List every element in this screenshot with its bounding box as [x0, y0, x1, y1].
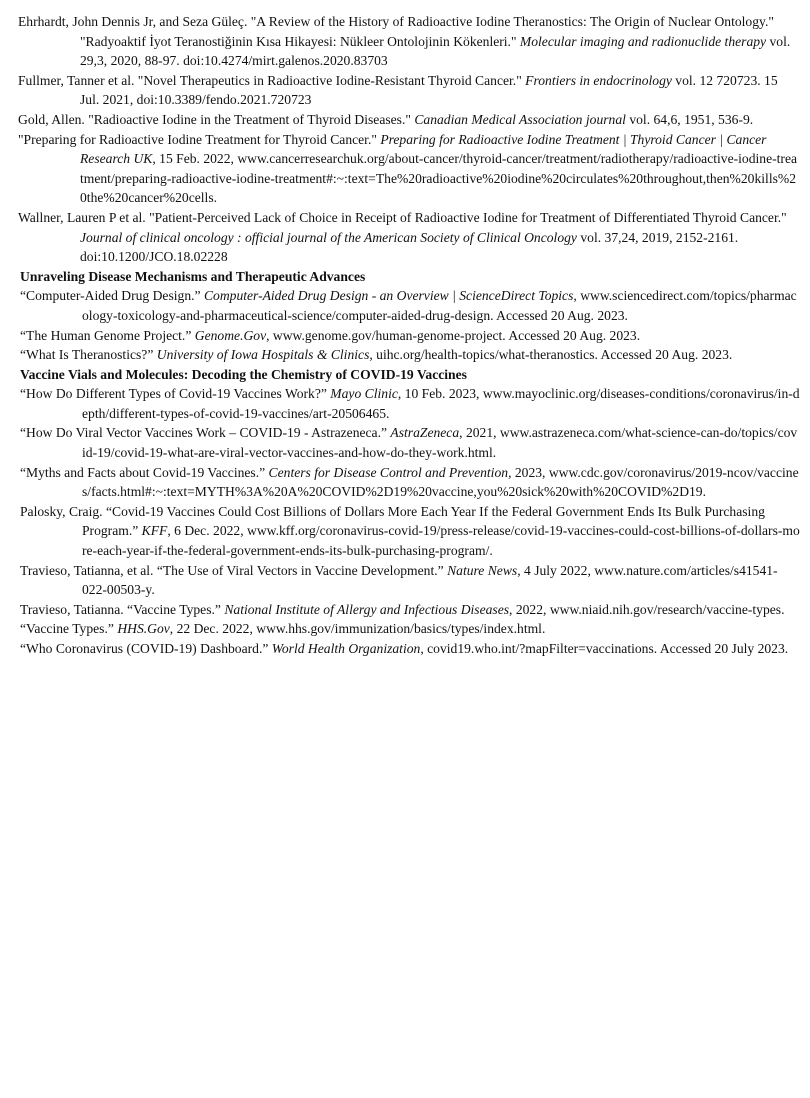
- citation-entry: [18, 502, 800, 561]
- citation-text: “The Human Genome Project.”: [20, 327, 195, 343]
- citation-source-title: HHS.Gov: [117, 621, 170, 637]
- citation-details: , 10 Feb. 2023, www.mayoclinic.org/diseases-conditions/coronavirus/in-depth/different-types-of-covid-19-vaccines/art-20506465.: [82, 386, 800, 421]
- citation-details: vol. 29,3, 2020, 88-97. doi:10.4274/mirt.galenos.2020.83703: [80, 33, 791, 69]
- citation-entry: [18, 326, 800, 346]
- citation-source-title: Canadian Medical Association journal: [414, 111, 626, 127]
- citation-text: Gold, Allen. "Radioactive Iodine in the Treatment of Thyroid Diseases.": [18, 111, 415, 127]
- citation-entry: [18, 600, 800, 620]
- citation-entry: [18, 619, 800, 639]
- citation-text: Palosky, Craig. “Covid-19 Vaccines Could Cost Billions of Dollars More Each Year If the Federal Government Ends Its Bulk Purchasing Program.”: [20, 503, 765, 539]
- citation-text: Fullmer, Tanner et al. "Novel Therapeutics in Radioactive Iodine-Resistant Thyroid Cancer.": [18, 72, 526, 88]
- citation-details: , 2021, www.astrazeneca.com/what-science-can-do/topics/covid-19/covid-19-what-are-viral-vector-vaccines-and-how-do-they-work.html.: [82, 425, 798, 461]
- citation-details: , 2023, www.cdc.gov/coronavirus/2019-ncov/vaccines/facts.html#:~:text=MYTH%3A%20A%20COVID%2D19%20vaccine,you%20sick%20with%20COVID%2D19.: [82, 464, 799, 500]
- works-cited-page: [18, 12, 800, 659]
- citation-source-title: Nature News: [447, 562, 518, 578]
- citation-source-title: National Institute of Allergy and Infectious Diseases: [224, 601, 510, 617]
- citation-source-title: Genome.Gov: [194, 327, 267, 343]
- citation-text: “Computer-Aided Drug Design.”: [20, 288, 204, 304]
- citation-details: , 15 Feb. 2022, www.cancerresearchuk.org/about-cancer/thyroid-cancer/treatment/radiotherapy/radioactive-iodine-treatment/preparing-radioactive-iodine-treatment#:~:text=The%20radioactive%20iodine%20circulates%20throughout,then%20kills%20the%20cancer%20cells.: [80, 151, 798, 206]
- citation-text: Travieso, Tatianna. “Vaccine Types.”: [20, 601, 225, 617]
- citation-details: , www.sciencedirect.com/topics/pharmacology-toxicology-and-pharmaceutical-science/computer-aided-drug-design. Accessed 20 Aug. 2023.: [82, 288, 797, 323]
- citation-entry: [18, 463, 800, 502]
- citation-entry: [18, 12, 800, 71]
- citation-details: , 2022, www.niaid.nih.gov/research/vaccine-types.: [509, 601, 785, 617]
- citation-source-title: Preparing for Radioactive Iodine Treatment | Thyroid Cancer | Cancer Research UK: [80, 131, 767, 167]
- section-heading: Vaccine Vials and Molecules: Decoding the Chemistry of COVID-19 Vaccines: [20, 366, 467, 382]
- citation-entry: [18, 345, 800, 365]
- citation-text: "Preparing for Radioactive Iodine Treatment for Thyroid Cancer.": [18, 131, 381, 147]
- citation-details: , uihc.org/health-topics/what-theranostics. Accessed 20 Aug. 2023.: [369, 347, 733, 363]
- citation-text: “Vaccine Types.”: [20, 621, 118, 637]
- citation-source-title: AstraZeneca: [390, 425, 460, 441]
- citation-text: “How Do Viral Vector Vaccines Work – COVID-19 - Astrazeneca.”: [20, 425, 391, 441]
- citation-source-title: Mayo Clinic: [330, 386, 398, 402]
- citation-entry: [18, 286, 800, 325]
- citation-details: vol. 37,24, 2019, 2152-2161. doi:10.1200/JCO.18.02228: [80, 229, 739, 265]
- citation-text: “How Do Different Types of Covid-19 Vaccines Work?”: [20, 386, 331, 402]
- citation-source-title: Centers for Disease Control and Prevention: [268, 464, 509, 480]
- citation-entry: [18, 423, 800, 462]
- citation-entry: [18, 110, 800, 130]
- citation-entry: [18, 208, 800, 267]
- citation-details: vol. 64,6, 1951, 536-9.: [625, 111, 754, 127]
- citation-text: “Who Coronavirus (COVID-19) Dashboard.”: [20, 641, 272, 656]
- citation-details: , 6 Dec. 2022, www.kff.org/coronavirus-covid-19/press-release/covid-19-vaccines-could-cost-billions-of-dollars-more-each-year-if-the-federal-government-ends-its-bulk-purchasing-program/.: [82, 523, 800, 559]
- citation-text: “What Is Theranostics?”: [20, 347, 157, 363]
- citation-text: Ehrhardt, John Dennis Jr, and Seza Güleç. "A Review of the History of Radioactive Iodine Theranostics: The Origin of Nuclear Ontology." "Radyoaktif İyot Teranostiğinin Kısa Hikayesi: Nükleer Ontolojinin Kökenleri.": [18, 14, 774, 49]
- citation-entry: [18, 384, 800, 423]
- citation-entry: [18, 130, 800, 208]
- citation-entry: [18, 639, 800, 659]
- citation-entry: [18, 71, 800, 110]
- citation-source-title: Frontiers in endocrinology: [525, 72, 672, 88]
- citation-details: , covid19.who.int/?mapFilter=vaccinations. Accessed 20 July 2023.: [420, 641, 789, 656]
- section-heading: Unraveling Disease Mechanisms and Therapeutic Advances: [20, 268, 366, 284]
- citation-details: , 4 July 2022, www.nature.com/articles/s41541-022-00503-y.: [82, 562, 778, 598]
- citation-source-title: World Health Organization: [271, 641, 421, 656]
- citation-text: Travieso, Tatianna, et al. “The Use of Viral Vectors in Vaccine Development.”: [20, 562, 448, 578]
- citation-details: , 22 Dec. 2022, www.hhs.gov/immunization/basics/types/index.html.: [169, 621, 546, 637]
- citation-details: vol. 12 720723. 15 Jul. 2021, doi:10.3389/fendo.2021.720723: [80, 72, 778, 108]
- citation-source-title: Journal of clinical oncology : official journal of the American Society of Clinical Oncology: [80, 229, 577, 245]
- citation-details: , www.genome.gov/human-genome-project. Accessed 20 Aug. 2023.: [266, 327, 641, 343]
- citation-text: “Myths and Facts about Covid-19 Vaccines.”: [20, 464, 269, 480]
- citation-source-title: Molecular imaging and radionuclide therapy: [519, 33, 767, 49]
- citation-entry: [18, 561, 800, 600]
- citation-source-title: KFF: [141, 523, 168, 539]
- citation-source-title: Computer-Aided Drug Design - an Overview | ScienceDirect Topics: [203, 288, 574, 304]
- citation-source-title: University of Iowa Hospitals & Clinics: [156, 347, 370, 363]
- citation-text: Wallner, Lauren P et al. "Patient-Perceived Lack of Choice in Receipt of Radioactive Iodine for Treatment of Differentiated Thyroid Cancer.": [18, 209, 787, 225]
